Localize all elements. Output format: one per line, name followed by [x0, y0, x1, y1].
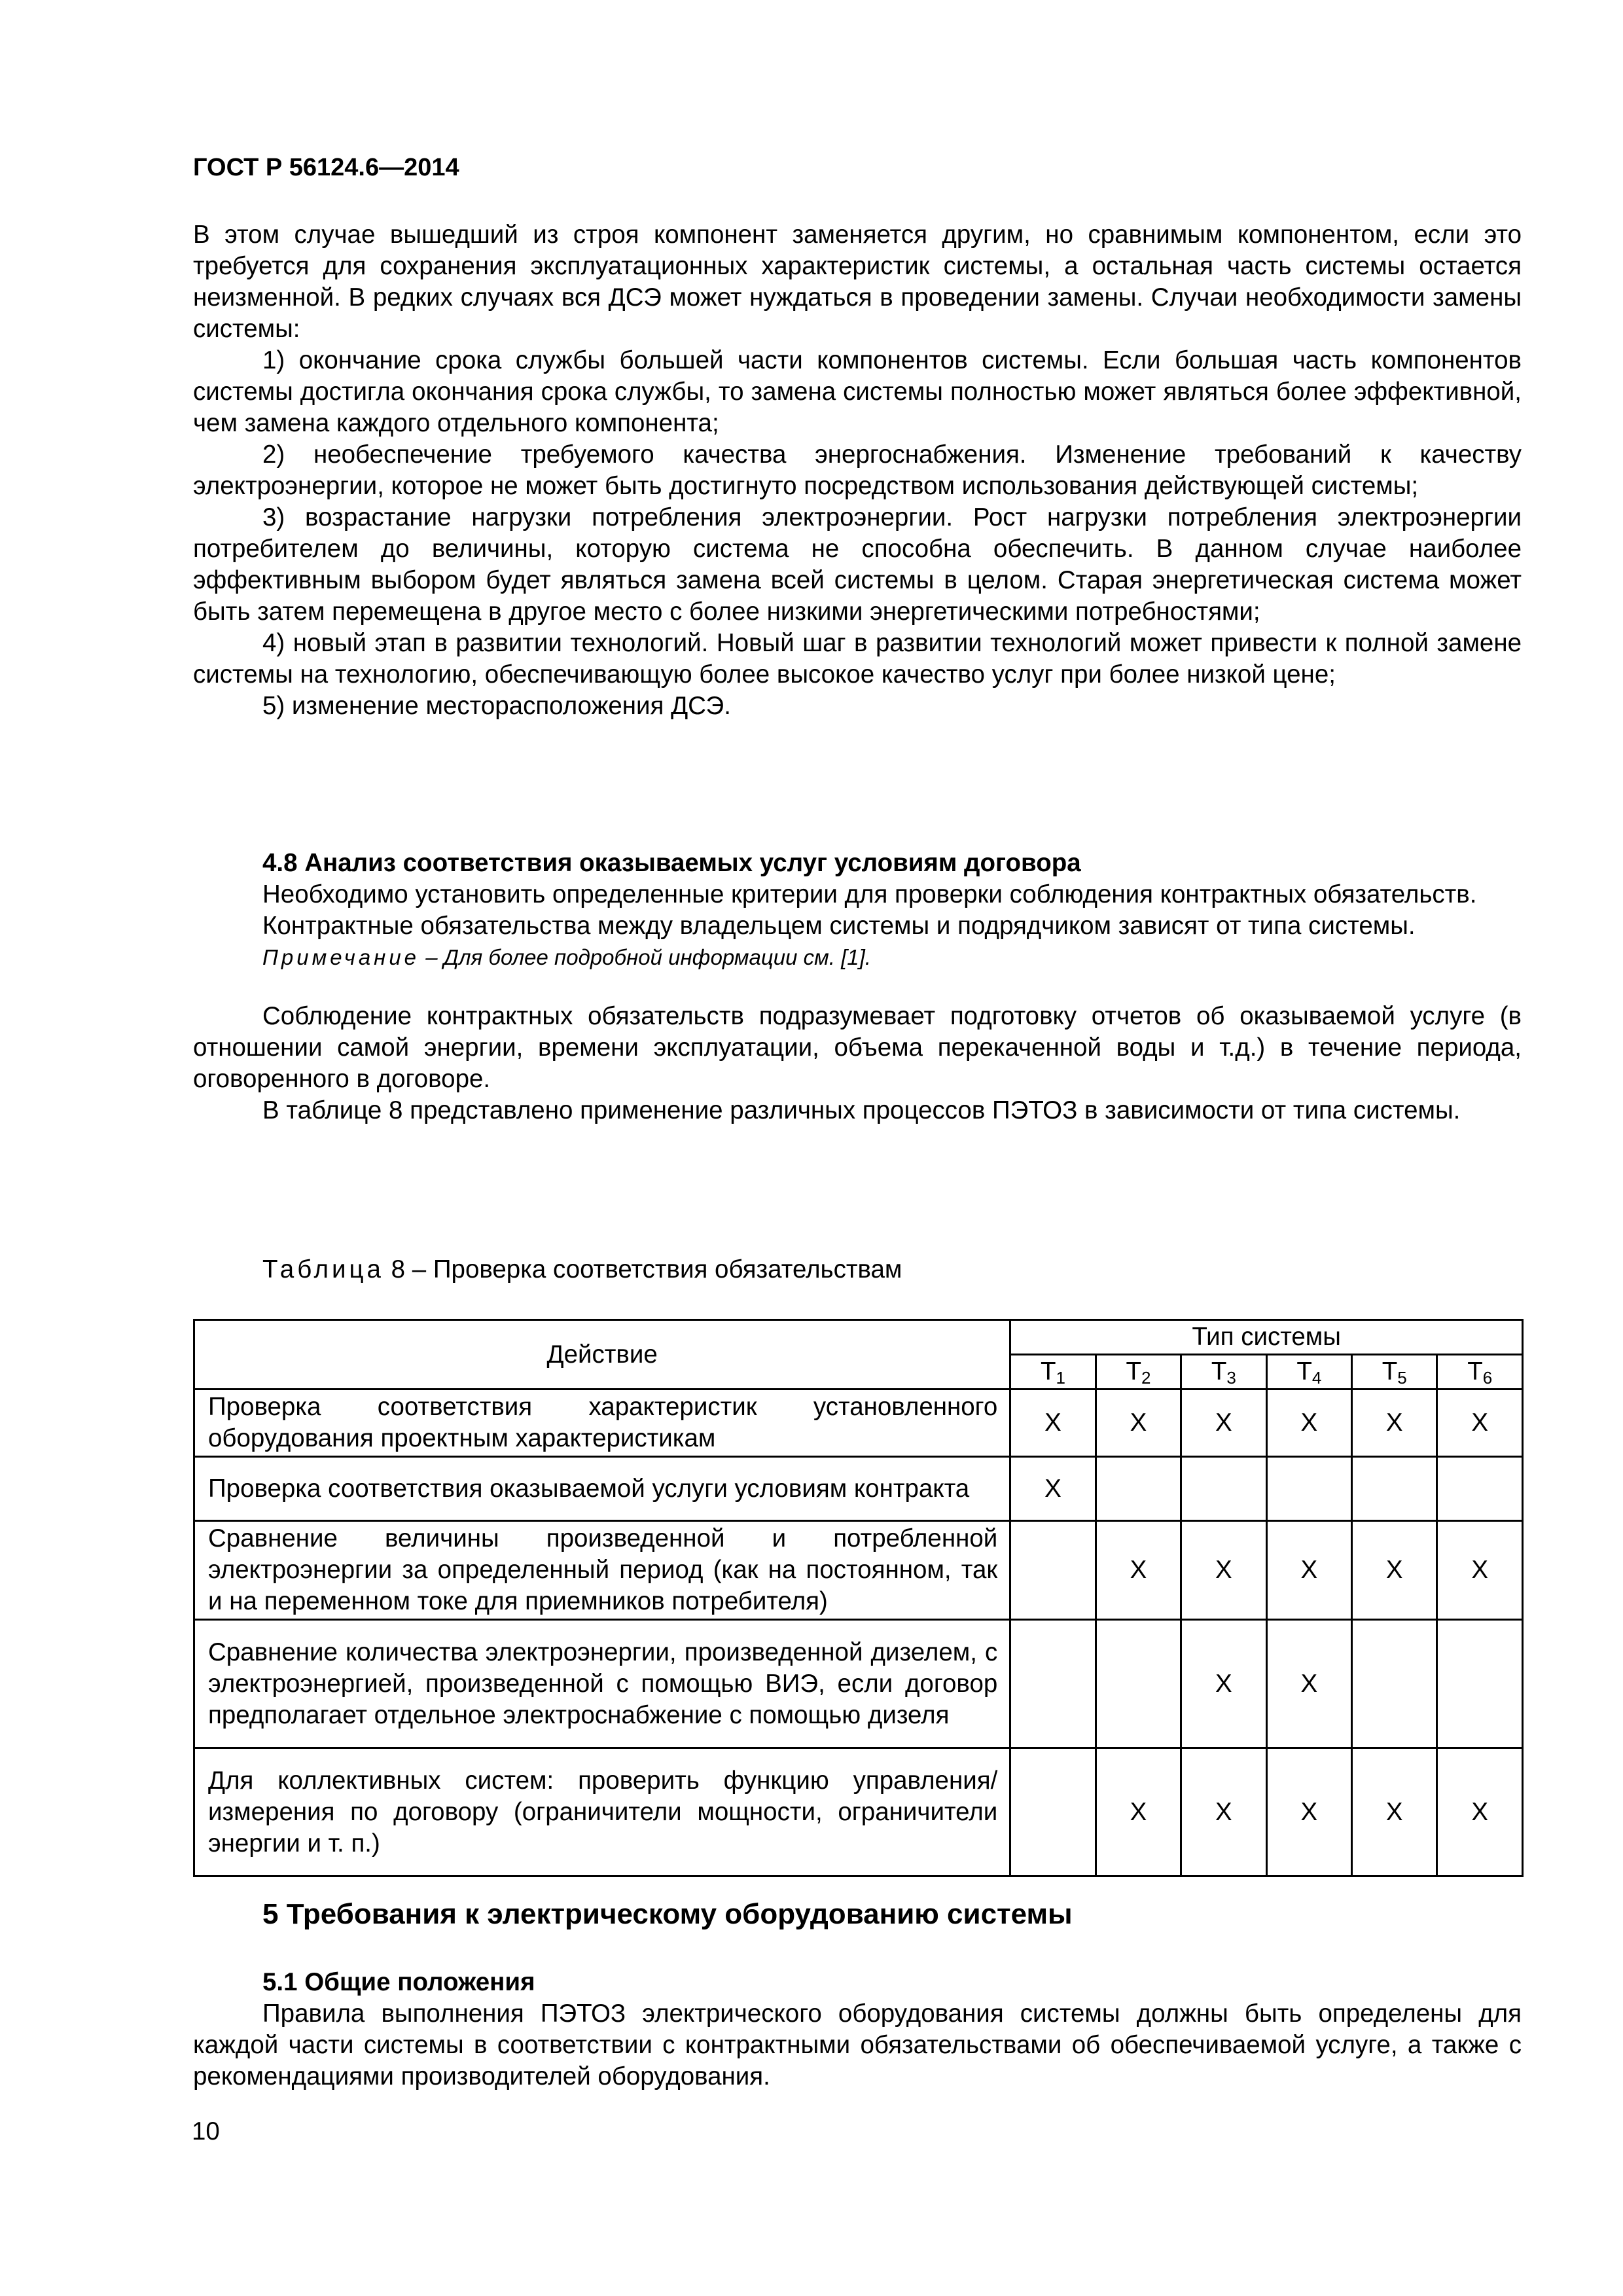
column-header-t4: $T_4$: [1266, 1355, 1351, 1390]
mark-cell: X: [1352, 1521, 1437, 1620]
mark-cell: [1266, 1457, 1351, 1521]
mark-cell: [1010, 1748, 1096, 1876]
list-item: 2) необеспечение требуемого качества энергоснабжения. Изменение требований к качеству электроэнергии, которое не может быть достигнуто посредством использования действующей системы;: [193, 440, 1522, 500]
caption-label: Таблица: [262, 1255, 384, 1283]
mark-cell: X: [1266, 1748, 1351, 1876]
list-item: 3) возрастание нагрузки потребления электроэнергии. Рост нагрузки потребления электроэнергии потребителем до величины, которую система не способна обеспечить. В данном случае наиболее эффективным выбором будет являться замена всей системы в целом. Старая энергетическая система может быть затем перемещена в другое место с более низкими энергетическими потребностями;: [193, 503, 1522, 626]
column-header-t5: $T_5$: [1352, 1355, 1437, 1390]
list-item: 1) окончание срока службы большей части компонентов системы. Если большая часть компонентов системы достигла окончания срока службы, то замена системы полностью может являться более эффективной, чем замена каждого отдельного компонента;: [193, 346, 1522, 437]
chapter-heading: 5 Требования к электрическому оборудованию системы: [262, 1898, 1073, 1930]
mark-cell: [1096, 1620, 1181, 1748]
table-row: [194, 1390, 1523, 1457]
action-cell: Проверка соответствия характеристик установленного оборудования проектным характеристикам: [194, 1390, 1010, 1457]
mark-cell: X: [1266, 1390, 1351, 1457]
column-header-t2: $T_2$: [1096, 1355, 1181, 1390]
table-row: [194, 1521, 1523, 1620]
action-cell: Проверка соответствия оказываемой услуги условиям контракта: [194, 1457, 1010, 1521]
note: [193, 942, 1522, 973]
column-header-action: Действие: [194, 1320, 1010, 1390]
mark-cell: [1352, 1457, 1437, 1521]
action-cell: Сравнение количества электроэнергии, произведенной дизелем, с электроэнергией, произведенной с помощью ВИЭ, если договор предполагает отдельное электроснабжение с помощью дизеля: [194, 1620, 1010, 1748]
table-row: [194, 1748, 1523, 1876]
paragraph: Соблюдение контрактных обязательств подразумевает подготовку отчетов об оказываемой услуге (в отношении самой энергии, времени эксплуатации, объема перекаченной воды и т.д.) в течение периода, оговоренного в договоре.: [193, 1002, 1522, 1093]
mark-cell: X: [1181, 1390, 1266, 1457]
document-designation: ГОСТ Р 56124.6—2014: [193, 154, 459, 181]
mark-cell: [1352, 1620, 1437, 1748]
paragraph: В таблице 8 представлено применение различных процессов ПЭТОЗ в зависимости от типа системы.: [262, 1096, 1461, 1124]
paragraph: Контрактные обязательства между владельцем системы и подрядчиком зависят от типа системы.: [262, 912, 1416, 940]
mark-cell: X: [1266, 1620, 1351, 1748]
page-number: 10: [192, 2117, 220, 2145]
list-item: 5) изменение месторасположения ДСЭ.: [262, 692, 731, 720]
mark-cell: X: [1096, 1521, 1181, 1620]
caption-text: 8 – Проверка соответствия обязательствам: [383, 1255, 902, 1283]
mark-cell: X: [1096, 1390, 1181, 1457]
column-header-t6: $T_6$: [1437, 1355, 1523, 1390]
table-caption: [262, 1255, 902, 1284]
mark-cell: X: [1437, 1390, 1523, 1457]
table-row: [194, 1620, 1523, 1748]
mark-cell: X: [1181, 1521, 1266, 1620]
mark-cell: X: [1437, 1748, 1523, 1876]
mark-cell: X: [1010, 1457, 1096, 1521]
section-4-8: [193, 848, 1522, 1126]
note-label: Примечание: [262, 945, 420, 969]
paragraph: Необходимо установить определенные критерии для проверки соблюдения контрактных обязательств.: [262, 880, 1477, 908]
section-5-1: [193, 1967, 1522, 2092]
mark-cell: X: [1010, 1390, 1096, 1457]
mark-cell: X: [1096, 1748, 1181, 1876]
list-item: 4) новый этап в развитии технологий. Новый шаг в развитии технологий может привести к полной замене системы на технологию, обеспечивающую более высокое качество услуг при более низкой цене;: [193, 629, 1522, 689]
column-header-system-type: Тип системы: [1010, 1320, 1523, 1355]
mark-cell: X: [1181, 1620, 1266, 1748]
section-heading: 4.8 Анализ соответствия оказываемых услуг условиям договора: [262, 849, 1081, 877]
action-cell: Для коллективных систем: проверить функцию управления/измерения по договору (ограничители мощности, ограничители энергии и т. п.): [194, 1748, 1010, 1876]
mark-cell: X: [1437, 1521, 1523, 1620]
mark-cell: [1010, 1521, 1096, 1620]
mark-cell: [1181, 1457, 1266, 1521]
compliance-table: [193, 1319, 1524, 1877]
mark-cell: X: [1352, 1390, 1437, 1457]
mark-cell: X: [1266, 1521, 1351, 1620]
note-text: – Для более подробной информации см. [1].: [419, 945, 871, 969]
mark-cell: [1437, 1457, 1523, 1521]
replacement-block: [193, 219, 1522, 722]
paragraph: Правила выполнения ПЭТОЗ электрического оборудования системы должны быть определены для каждой части системы в соответствии с контрактными обязательствами об обеспечиваемой услуге, а также с рекомендациями производителей оборудования.: [193, 2000, 1522, 2090]
section-heading: 5.1 Общие положения: [262, 1968, 535, 1996]
table-row: [194, 1457, 1523, 1521]
column-header-t3: $T_3$: [1181, 1355, 1266, 1390]
mark-cell: [1010, 1620, 1096, 1748]
action-cell: Сравнение величины произведенной и потребленной электроэнергии за определенный период (как на постоянном, так и на переменном токе для приемников потребителя): [194, 1521, 1010, 1620]
mark-cell: X: [1352, 1748, 1437, 1876]
mark-cell: [1437, 1620, 1523, 1748]
mark-cell: X: [1181, 1748, 1266, 1876]
column-header-t1: $T_1$: [1010, 1355, 1096, 1390]
paragraph: В этом случае вышедший из строя компонент заменяется другим, но сравнимым компонентом, если это требуется для сохранения эксплуатационных характеристик системы, а остальная часть системы остается неизменной. В редких случаях вся ДСЭ может нуждаться в проведении замены. Случаи необходимости замены системы:: [193, 221, 1522, 343]
mark-cell: [1096, 1457, 1181, 1521]
